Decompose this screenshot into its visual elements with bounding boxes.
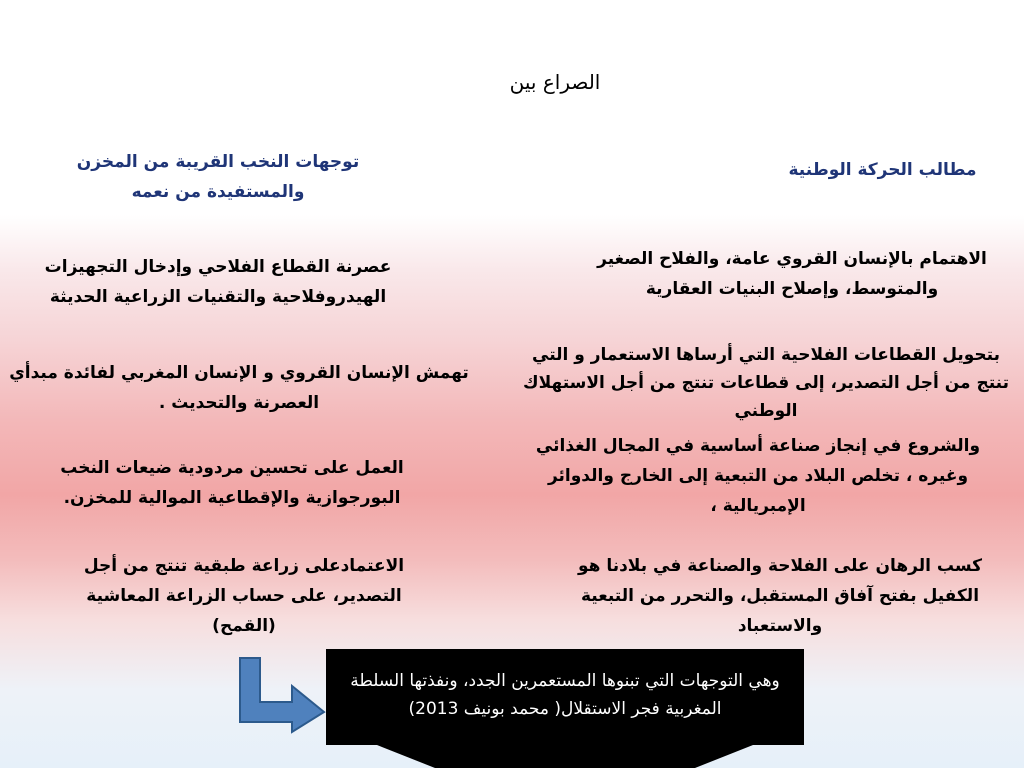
bent-arrow-icon xyxy=(232,656,328,734)
right-item-1: الاهتمام بالإنسان القروي عامة، والفلاح الصغير والمتوسط، وإصلاح البنيات العقارية xyxy=(597,249,987,299)
note-box-text: وهي التوجهات التي تبنوها المستعمرين الجدد، ونفذتها السلطة المغربية فجر الاستقلال( محمد بونيف 2013) xyxy=(350,671,780,719)
down-arrow-icon xyxy=(377,745,753,768)
note-box xyxy=(326,649,804,745)
slide-title: الصراع بين xyxy=(509,70,601,94)
right-item-3: والشروع في إنجاز صناعة أساسية في المجال الغذائي وغيره ، تخلص البلاد من التبعية إلى الخارج والدوائر الإمبريالية ، xyxy=(535,436,981,516)
left-item-3: العمل على تحسين مردودية ضيعات النخب البورجوازية والإقطاعية الموالية للمخزن. xyxy=(60,458,404,508)
right-column-heading: مطالب الحركة الوطنية xyxy=(788,160,977,180)
left-item-2: تهمش الإنسان القروي و الإنسان المغربي لفائدة مبدأي العصرنة والتحديث . xyxy=(9,363,469,413)
right-item-2: بتحويل القطاعات الفلاحية التي أرساها الاستعمار و التي تنتج من أجل التصدير، إلى قطاعات تنتج من أجل الاستهلاك الوطني xyxy=(522,345,1009,421)
left-item-1: عصرنة القطاع الفلاحي وإدخال التجهيزات الهيدروفلاحية والتقنيات الزراعية الحديثة xyxy=(44,257,392,307)
right-item-4: كسب الرهان على الفلاحة والصناعة في بلادنا هو الكفيل بفتح آفاق المستقبل، والتحرر من التبعية والاستعباد xyxy=(577,556,983,636)
left-column-heading: توجهات النخب القريبة من المخزن والمستفيدة من نعمه xyxy=(76,152,360,202)
left-item-4: الاعتمادعلى زراعة طبقية تنتج من أجل التصدير، على حساب الزراعة المعاشية (القمح) xyxy=(83,556,405,636)
